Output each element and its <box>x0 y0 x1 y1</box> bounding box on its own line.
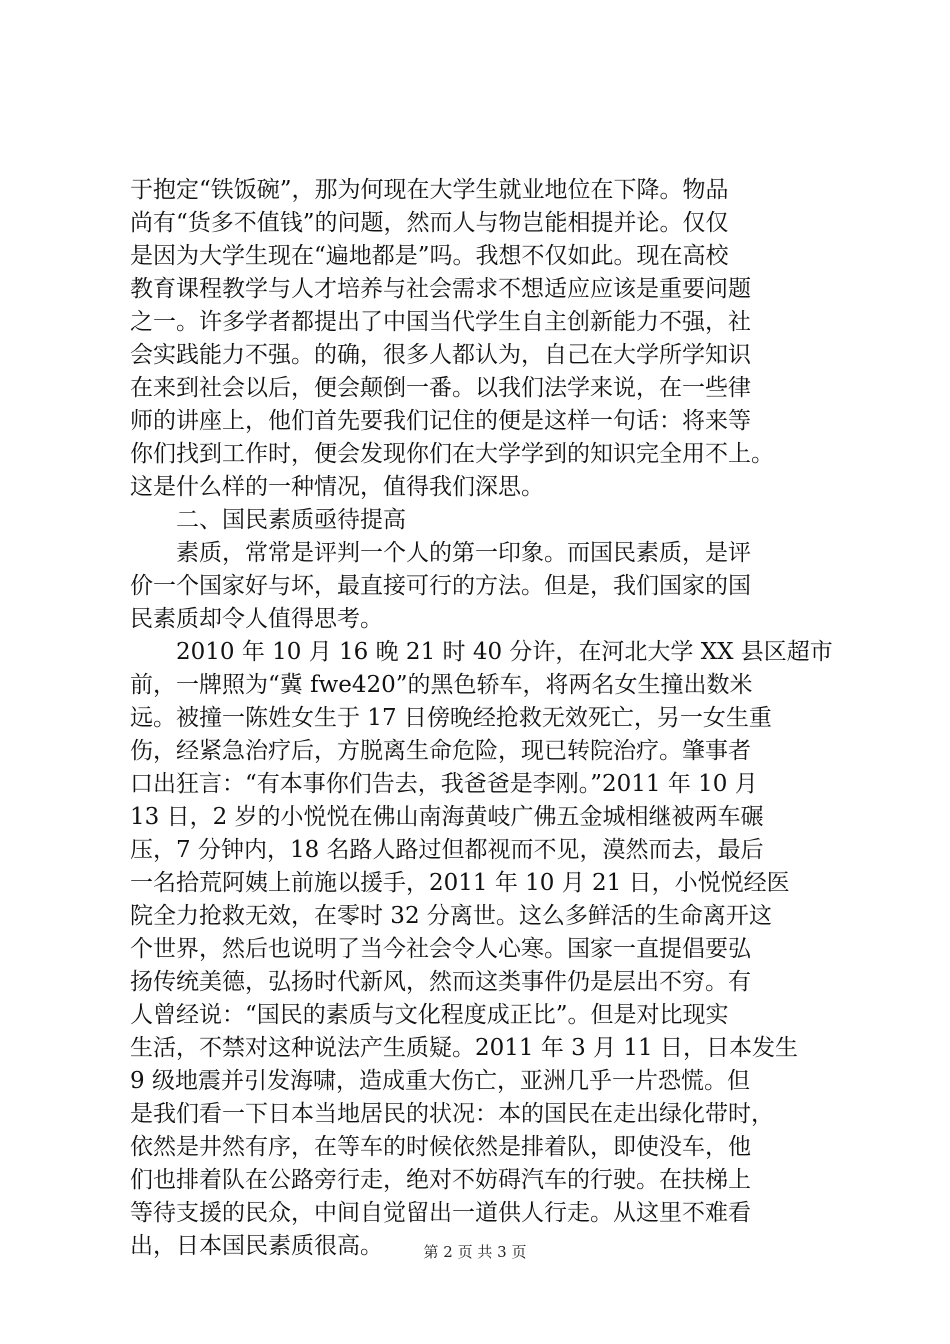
text-line: 是因为大学生现在“遍地都是”吗。我想不仅如此。现在高校 <box>130 243 729 269</box>
text-line: 在来到社会以后，便会颠倒一番。以我们法学来说，在一些律 <box>130 375 751 401</box>
text-line: 压，7 分钟内，18 名路人路过但都视而不见，漠然而去，最后 <box>130 837 764 863</box>
text-line: 出，日本国民素质很高。 <box>130 1233 383 1259</box>
text-line: 等待支援的民众，中间自觉留出一道供人行走。从这里不难看 <box>130 1200 751 1226</box>
text-line: 你们找到工作时，便会发现你们在大学学到的知识完全用不上。 <box>130 441 774 467</box>
text-line: 人曾经说：“国民的素质与文化程度成正比”。但是对比现实 <box>130 1002 729 1028</box>
text-line: 是我们看一下日本当地居民的状况：本的国民在走出绿化带时， <box>130 1101 774 1127</box>
text-line: 师的讲座上，他们首先要我们记住的便是这样一句话：将来等 <box>130 408 751 434</box>
text-line: 院全力抢救无效，在零时 32 分离世。这么多鲜活的生命离开这 <box>130 903 772 929</box>
text-line: 会实践能力不强。的确，很多人都认为，自己在大学所学知识 <box>130 342 751 368</box>
text-line: 之一。许多学者都提出了中国当代学生自主创新能力不强，社 <box>130 309 751 335</box>
text-line: 依然是井然有序，在等车的时候依然是排着队，即使没车，他 <box>130 1134 751 1160</box>
text-line: 生活，不禁对这种说法产生质疑。2011 年 3 月 11 日，日本发生 <box>130 1035 798 1061</box>
text-line: 9 级地震并引发海啸，造成重大伤亡，亚洲几乎一片恐慌。但 <box>130 1068 750 1094</box>
text-line: 远。被撞一陈姓女生于 17 日傍晚经抢救无效死亡，另一女生重 <box>130 705 772 731</box>
text-line: 13 日，2 岁的小悦悦在佛山南海黄岐广佛五金城相继被两车碾 <box>130 804 764 830</box>
page-footer: 第 2 页 共 3 页 <box>423 1243 527 1261</box>
text-line: 一名拾荒阿姨上前施以援手，2011 年 10 月 21 日，小悦悦经医 <box>130 870 790 896</box>
section-heading: 二、国民素质亟待提高 <box>130 507 406 533</box>
text-line: 口出狂言：“有本事你们告去，我爸爸是李刚。”2011 年 10 月 <box>130 771 758 797</box>
text-line: 2010 年 10 月 16 晚 21 时 40 分许，在河北大学 XX 县区超市 <box>130 639 833 665</box>
text-line: 这是什么样的一种情况，值得我们深思。 <box>130 474 544 500</box>
text-line: 个世界，然后也说明了当今社会令人心寒。国家一直提倡要弘 <box>130 936 751 962</box>
text-line: 们也排着队在公路旁行走，绝对不妨碍汽车的行驶。在扶梯上 <box>130 1167 751 1193</box>
text-line: 于抱定“铁饭碗”，那为何现在大学生就业地位在下降。物品 <box>130 177 729 203</box>
text-line: 民素质却令人值得思考。 <box>130 606 383 632</box>
body-text <box>130 174 833 1263</box>
text-line: 价一个国家好与坏，最直接可行的方法。但是，我们国家的国 <box>130 573 751 599</box>
text-line: 扬传统美德，弘扬时代新风，然而这类事件仍是层出不穷。有 <box>130 969 751 995</box>
text-line: 尚有“货多不值钱”的问题，然而人与物岂能相提并论。仅仅 <box>130 210 729 236</box>
text-line: 前，一牌照为“冀 fwe420”的黑色轿车，将两名女生撞出数米 <box>130 672 753 698</box>
text-line: 素质，常常是评判一个人的第一印象。而国民素质，是评 <box>130 540 751 566</box>
text-line: 教育课程教学与人才培养与社会需求不想适应应该是重要问题 <box>130 276 751 302</box>
text-line: 伤，经紧急治疗后，方脱离生命危险，现已转院治疗。肇事者 <box>130 738 751 764</box>
